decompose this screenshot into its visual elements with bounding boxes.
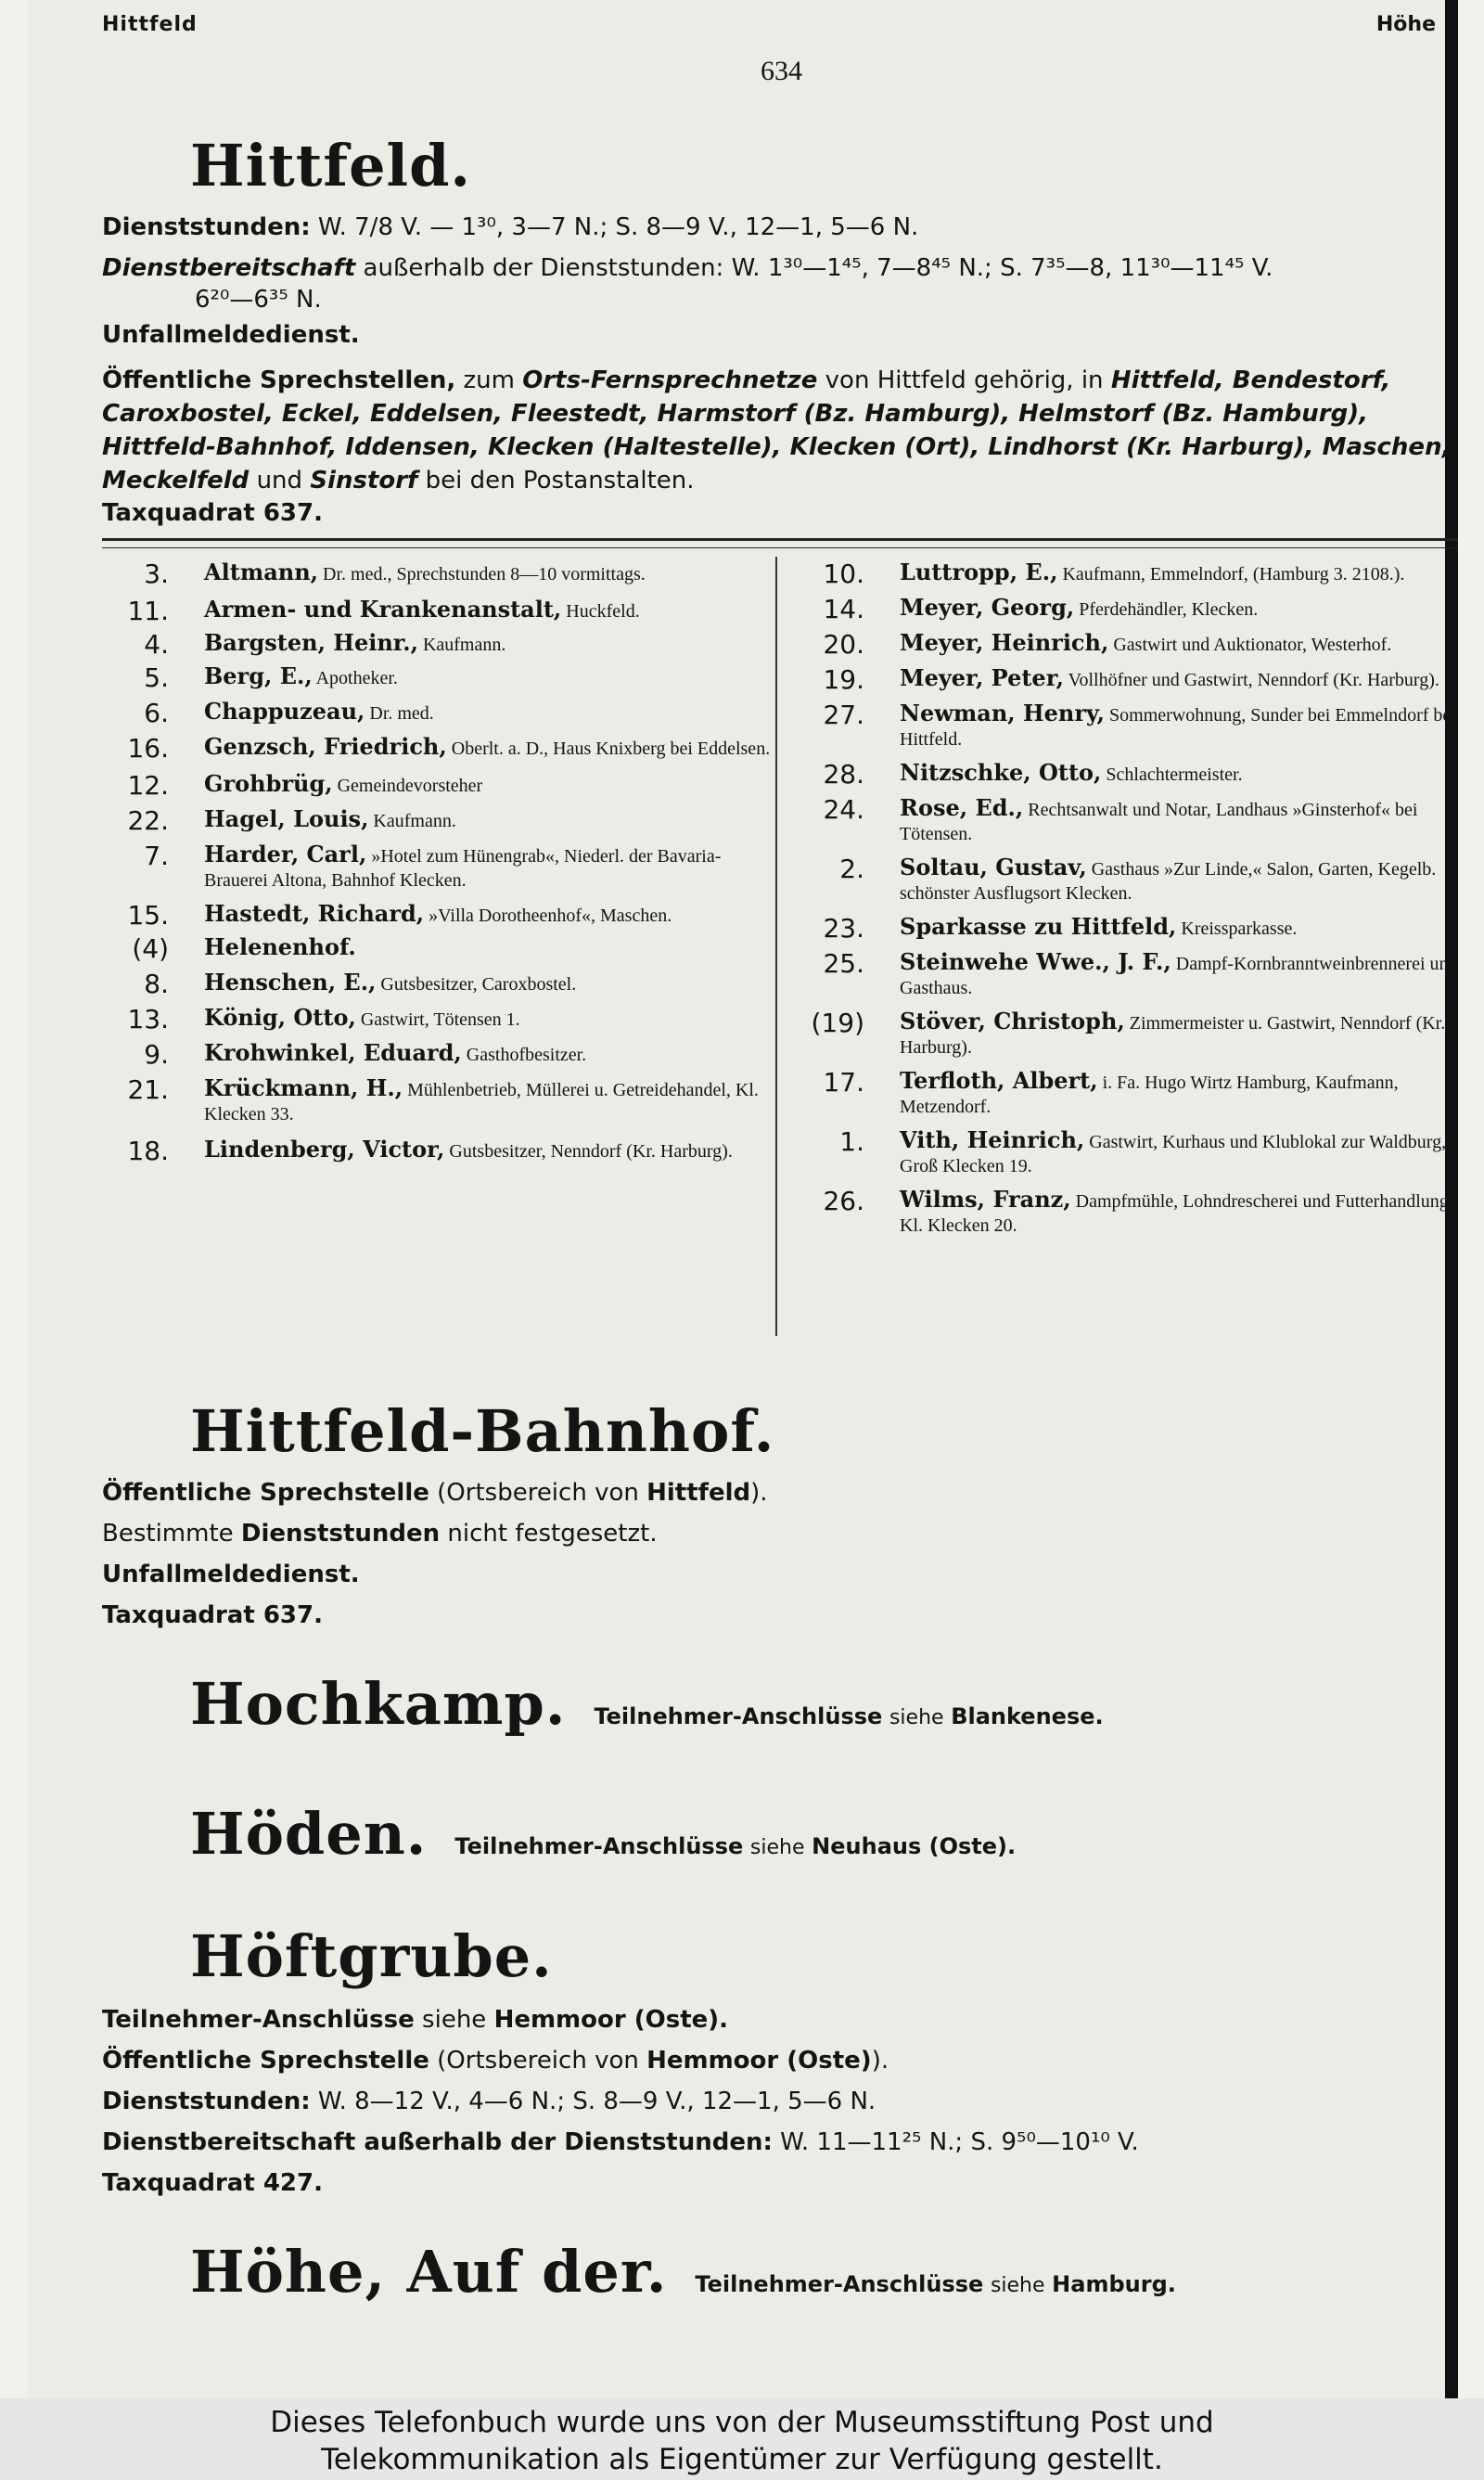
subscriber-description: Huckfeld. [566, 601, 640, 622]
dienststunden-line [102, 213, 918, 241]
subscriber-name: Newman, Henry, [900, 700, 1106, 726]
subscriber-number: 9. [144, 1039, 169, 1070]
subscriber-entry [798, 1128, 1458, 1178]
hoehe-ref-label: Teilnehmer-Anschlüsse [695, 2271, 984, 2297]
subscriber-entry [798, 855, 1458, 906]
subscriber-description: Apotheker. [315, 668, 398, 688]
bahnhof-sprechstelle [102, 1479, 768, 1507]
bereitschaft-line [102, 254, 1273, 282]
subscriber-number: 23. [823, 913, 864, 944]
subscriber-description: i. Fa. Hugo Wirtz Hamburg, Kaufmann, Metzendorf. [900, 1073, 1399, 1117]
hoeftgrube-sprech-close: ). [871, 2047, 889, 2075]
subscriber-name: Meyer, Georg, [900, 594, 1075, 621]
subscriber-entry [102, 1006, 779, 1032]
hoeftgrube-sprech-label: Öffentliche Sprechstelle [102, 2047, 429, 2075]
subscriber-number: 6. [144, 698, 169, 728]
subscriber-entry [102, 733, 779, 764]
hoehe-ref-siehe: siehe [990, 2274, 1045, 2297]
subscriber-number: 26. [823, 1186, 864, 1216]
subscriber-number: 25. [823, 948, 864, 979]
bahnhof-dienst-label: Dienststunden [240, 1520, 441, 1548]
subscriber-name: Sparkasse zu Hittfeld, [900, 913, 1177, 940]
running-header-right: Höhe [1375, 13, 1436, 36]
subscriber-description: Mühlenbetrieb, Müllerei u. Getreidehandel, Kl. Klecken 33. [204, 1080, 759, 1124]
running-header-left: Hittfeld [102, 13, 198, 36]
oeffentliche-sprechstellen [102, 364, 1458, 497]
subscriber-entry [102, 629, 779, 660]
subscriber-description: Pferdehändler, Klecken. [1079, 599, 1259, 620]
bahnhof-sprech-text: (Ortsbereich von [437, 1479, 639, 1507]
subscriber-description: Rechtsanwalt und Notar, Landhaus »Ginsterhof« bei Tötensen. [900, 800, 1418, 844]
subscriber-number: 13. [127, 1004, 169, 1034]
subscriber-entry [102, 900, 779, 931]
hoeftgrube-bereit-label: Dienstbereitschaft außerhalb der Dienststunden: [102, 2128, 773, 2156]
subscriber-description: Gastwirt und Auktionator, Westerhof. [1113, 635, 1392, 655]
subscriber-name: Armen- und Krankenanstalt, [204, 596, 562, 623]
subscriber-number: (19) [811, 1008, 864, 1038]
hoeftgrube-teil-siehe: siehe [422, 2006, 487, 2034]
hoeden-ref-label: Teilnehmer-Anschlüsse [454, 1833, 744, 1859]
hoeftgrube-bereit-text: W. 11—11²⁵ N.; S. 9⁵⁰—10¹⁰ V. [780, 2128, 1139, 2156]
subscriber-description: Kaufmann, Emmelndorf, (Hamburg 3. 2108.). [1062, 564, 1405, 585]
subscriber-description: Vollhöfner und Gastwirt, Nenndorf (Kr. Harburg). [1068, 670, 1439, 690]
subscriber-entry [102, 933, 779, 964]
subscriber-description: Zimmermeister u. Gastwirt, Nenndorf (Kr. Harburg). [900, 1013, 1446, 1058]
subscriber-number: 15. [127, 900, 169, 931]
subscriber-description: Kaufmann. [373, 811, 456, 831]
subscriber-entry [102, 842, 779, 893]
attribution-footer [0, 2398, 1484, 2480]
hoeftgrube-teil-target: Hemmoor (Oste). [493, 2006, 729, 2034]
subscriber-name: Hagel, Louis, [204, 805, 369, 832]
dienststunden-text: W. 7/8 V. — 1³⁰, 3—7 N.; S. 8—9 V., 12—1, 5—6 N. [317, 213, 919, 241]
subscriber-name: Hastedt, Richard, [204, 900, 425, 927]
hoeftgrube-dienst-text: W. 8—12 V., 4—6 N.; S. 8—9 V., 12—1, 5—6 N. [317, 2088, 876, 2115]
subscriber-description: Gutsbesitzer, Caroxbostel. [380, 974, 577, 995]
subscriber-description: Gasthofbesitzer. [466, 1045, 587, 1065]
subscriber-number: 4. [144, 629, 169, 660]
subscriber-name: Lindenberg, Victor, [204, 1136, 445, 1163]
subscriber-entry [102, 596, 779, 626]
hoeden-title: Höden. [190, 1800, 428, 1868]
subscriber-number: 8. [144, 969, 169, 999]
subscriber-name: Stöver, Christoph, [900, 1008, 1125, 1034]
subscriber-name: Grohbrüg, [204, 770, 333, 797]
attribution-line-1: Dieses Telefonbuch wurde uns von der Museumsstiftung Post und [270, 2406, 1214, 2439]
bahnhof-taxquadrat: Taxquadrat 637. [102, 1601, 323, 1629]
attribution-line-2: Telekommunikation als Eigentümer zur Verfügung gestellt. [321, 2443, 1163, 2476]
subscriber-name: Luttropp, E., [900, 559, 1058, 585]
subscriber-description: Gemeindevorsteher [337, 776, 483, 796]
section-title-hoehe [190, 2238, 1176, 2306]
subscriber-number: 14. [823, 594, 864, 624]
subscriber-entry [798, 1009, 1458, 1060]
subscriber-description: Sommerwohnung, Sunder bei Emmelndorf bei Hittfeld. [900, 705, 1456, 750]
subscriber-name: Helenenhof. [204, 933, 356, 960]
subscriber-entry [798, 664, 1458, 695]
hoehe-title: Höhe, Auf der. [190, 2238, 668, 2306]
sprech-label: Öffentliche Sprechstellen, [102, 366, 456, 394]
subscriber-description: »Villa Dorotheenhof«, Maschen. [429, 906, 672, 926]
subscriber-number: 10. [823, 559, 864, 589]
subscriber-description: Schlachtermeister. [1106, 765, 1243, 785]
hoeden-ref-target: Neuhaus (Oste). [812, 1833, 1017, 1859]
subscriber-name: Chappuzeau, [204, 698, 365, 725]
bahnhof-sprech-label: Öffentliche Sprechstelle [102, 1479, 429, 1507]
bahnhof-sprech-ort: Hittfeld [646, 1479, 751, 1507]
section-title-hoeden [190, 1800, 1016, 1868]
subscriber-entry [102, 700, 779, 726]
subscriber-entry [798, 701, 1458, 752]
subscriber-entry [798, 1069, 1458, 1119]
hoeftgrube-sprech-ort: Hemmoor (Oste) [646, 2047, 872, 2075]
page-number: 634 [761, 56, 802, 86]
sprech-netz: Orts-Fernsprechnetze [522, 366, 818, 394]
subscriber-number: 7. [144, 841, 169, 871]
subscriber-entry [102, 1136, 779, 1166]
bereitschaft-label: Dienstbereitschaft [102, 254, 356, 282]
subscriber-entry [102, 559, 779, 589]
subscriber-entry [102, 770, 779, 801]
subscriber-name: Altmann, [204, 559, 319, 585]
subscriber-number: 20. [823, 629, 864, 660]
subscriber-number: 5. [144, 662, 169, 693]
hoeftgrube-taxquadrat: Taxquadrat 427. [102, 2169, 323, 2197]
bahnhof-sprech-close: ). [750, 1479, 768, 1507]
hochkamp-reference [594, 1703, 1103, 1729]
bereitschaft-text: außerhalb der Dienststunden: W. 1³⁰—1⁴⁵, 7—8⁴⁵ N.; S. 7³⁵—8, 11³⁰—11⁴⁵ V. [363, 254, 1273, 282]
subscriber-description: Gastwirt, Tötensen 1. [360, 1009, 520, 1030]
section-title-hochkamp [190, 1670, 1104, 1738]
subscriber-description: Dr. med. [369, 703, 434, 724]
bereitschaft-line-2: 6²⁰—6³⁵ N. [195, 286, 322, 314]
subscriber-name: Bargsten, Heinr., [204, 629, 418, 656]
subscriber-entry [102, 969, 779, 999]
subscriber-number: 17. [823, 1067, 864, 1098]
subscriber-entry [102, 662, 779, 693]
subscriber-entry [798, 759, 1458, 790]
hoeftgrube-dienststunden [102, 2088, 876, 2115]
hoeftgrube-dienst-label: Dienststunden: [102, 2088, 311, 2115]
bahnhof-unfallmeldedienst: Unfallmeldedienst. [102, 1561, 360, 1588]
sprech-und: und [256, 467, 303, 495]
subscriber-name: Meyer, Peter, [900, 664, 1064, 691]
subscriber-number: 27. [823, 700, 864, 730]
section-title-hittfeld: Hittfeld. [190, 132, 472, 199]
bahnhof-dienst-post: nicht festgesetzt. [447, 1520, 658, 1548]
subscriber-name: Henschen, E., [204, 969, 377, 996]
section-rule-thin [102, 547, 1458, 548]
subscriber-entry [102, 805, 779, 836]
hochkamp-ref-siehe: siehe [889, 1706, 944, 1729]
sprech-mid: von Hittfeld gehörig, in [825, 366, 1104, 394]
subscriber-entry [798, 1188, 1458, 1238]
subscriber-description: Kaufmann. [422, 635, 506, 655]
subscriber-name: Krückmann, H., [204, 1074, 403, 1101]
subscriber-name: Soltau, Gustav, [900, 854, 1087, 880]
subscriber-column-right [798, 560, 1458, 1247]
subscriber-number: 3. [144, 559, 169, 589]
subscriber-number: 21. [127, 1074, 169, 1105]
subscriber-name: Harder, Carl, [204, 841, 367, 867]
hoeden-reference [454, 1833, 1016, 1859]
subscriber-name: Meyer, Heinrich, [900, 629, 1109, 656]
sprech-intro: zum [463, 366, 515, 394]
subscriber-number: 2. [839, 854, 864, 884]
subscriber-description: Dampfmühle, Lohndrescherei und Futterhandlung, Kl. Klecken 20. [900, 1191, 1453, 1236]
bahnhof-dienst-pre: Bestimmte [102, 1520, 234, 1548]
subscriber-entry [102, 1039, 779, 1070]
subscriber-description: Dampf-Kornbranntweinbrennerei und Gasthaus. [900, 954, 1458, 998]
hoeftgrube-teilnehmer [102, 2006, 728, 2034]
section-title-hittfeld-bahnhof: Hittfeld-Bahnhof. [190, 1397, 775, 1465]
hoeftgrube-sprech-text: (Ortsbereich von [437, 2047, 639, 2075]
hochkamp-title: Hochkamp. [190, 1670, 567, 1738]
subscriber-number: 24. [823, 794, 864, 825]
hoehe-ref-target: Hamburg. [1052, 2271, 1176, 2297]
subscriber-description: Oberlt. a. D., Haus Knixberg bei Eddelsen. [451, 739, 771, 759]
subscriber-name: Terfloth, Albert, [900, 1067, 1098, 1094]
hoeftgrube-teil-label: Teilnehmer-Anschlüsse [102, 2006, 415, 2034]
subscriber-description: Gasthaus »Zur Linde,« Salon, Garten, Kegelb. schönster Ausflugsort Klecken. [900, 859, 1437, 904]
subscriber-name: Nitzschke, Otto, [900, 759, 1102, 786]
taxquadrat-hittfeld: Taxquadrat 637. [102, 499, 323, 527]
hochkamp-ref-target: Blankenese. [951, 1703, 1104, 1729]
sprech-last: Sinstorf [310, 467, 418, 495]
subscriber-description: Gastwirt, Kurhaus und Klublokal zur Waldburg, Groß Klecken 19. [900, 1132, 1447, 1176]
subscriber-description: Gutsbesitzer, Nenndorf (Kr. Harburg). [449, 1141, 733, 1162]
subscriber-number: 16. [127, 733, 169, 764]
bahnhof-dienststunden [102, 1520, 658, 1548]
subscriber-name: Steinwehe Wwe., J. F., [900, 948, 1171, 975]
section-rule [102, 538, 1458, 541]
subscriber-number: 1. [839, 1126, 864, 1157]
hoeftgrube-bereitschaft [102, 2128, 1139, 2156]
hoehe-reference [695, 2271, 1175, 2297]
dienststunden-label: Dienststunden: [102, 213, 311, 241]
subscriber-number: 18. [127, 1136, 169, 1166]
subscriber-entry [798, 559, 1458, 589]
subscriber-name: Rose, Ed., [900, 794, 1024, 821]
hoeftgrube-sprechstelle [102, 2047, 889, 2075]
subscriber-name: Wilms, Franz, [900, 1186, 1071, 1213]
subscriber-description: Dr. med., Sprechstunden 8—10 vormittags. [323, 564, 646, 585]
subscriber-description: Kreissparkasse. [1181, 919, 1298, 939]
subscriber-entry [798, 913, 1458, 944]
subscriber-column-left [102, 560, 779, 1173]
subscriber-entry [798, 596, 1458, 622]
hoeden-ref-siehe: siehe [749, 1836, 805, 1859]
subscriber-name: König, Otto, [204, 1004, 356, 1031]
directory-page [28, 0, 1458, 2398]
subscriber-description: »Hotel zum Hünengrab«, Niederl. der Bavaria-Brauerei Altona, Bahnhof Klecken. [204, 846, 722, 891]
subscriber-name: Krohwinkel, Eduard, [204, 1039, 462, 1066]
sprech-end: bei den Postanstalten. [425, 467, 695, 495]
subscriber-entry [102, 1076, 779, 1126]
subscriber-number: 12. [127, 770, 169, 801]
subscriber-entry [798, 796, 1458, 846]
subscriber-name: Vith, Heinrich, [900, 1126, 1085, 1153]
sprech-places: Hittfeld, Bendestorf, Caroxbostel, Eckel, Eddelsen, Fleestedt, Harmstorf (Bz. Hamburg), Helmstorf (Bz. Hamburg), Hittfeld-Bahnhof, Iddensen, Klecken (Haltestelle), Klecken (Ort), Lindhorst (Kr. Harburg), Maschen, Meckelfeld [102, 366, 1452, 495]
subscriber-number: 11. [127, 596, 169, 626]
subscriber-number: 19. [823, 664, 864, 695]
subscriber-name: Berg, E., [204, 662, 313, 689]
subscriber-number: (4) [132, 933, 169, 964]
subscriber-number: 28. [823, 759, 864, 790]
hochkamp-ref-label: Teilnehmer-Anschlüsse [594, 1703, 883, 1729]
subscriber-name: Genzsch, Friedrich, [204, 733, 447, 760]
section-title-hoeftgrube: Höftgrube. [190, 1922, 553, 1990]
subscriber-entry [798, 629, 1458, 660]
unfallmeldedienst: Unfallmeldedienst. [102, 321, 360, 349]
subscriber-number: 22. [127, 805, 169, 836]
subscriber-entry [798, 950, 1458, 1000]
